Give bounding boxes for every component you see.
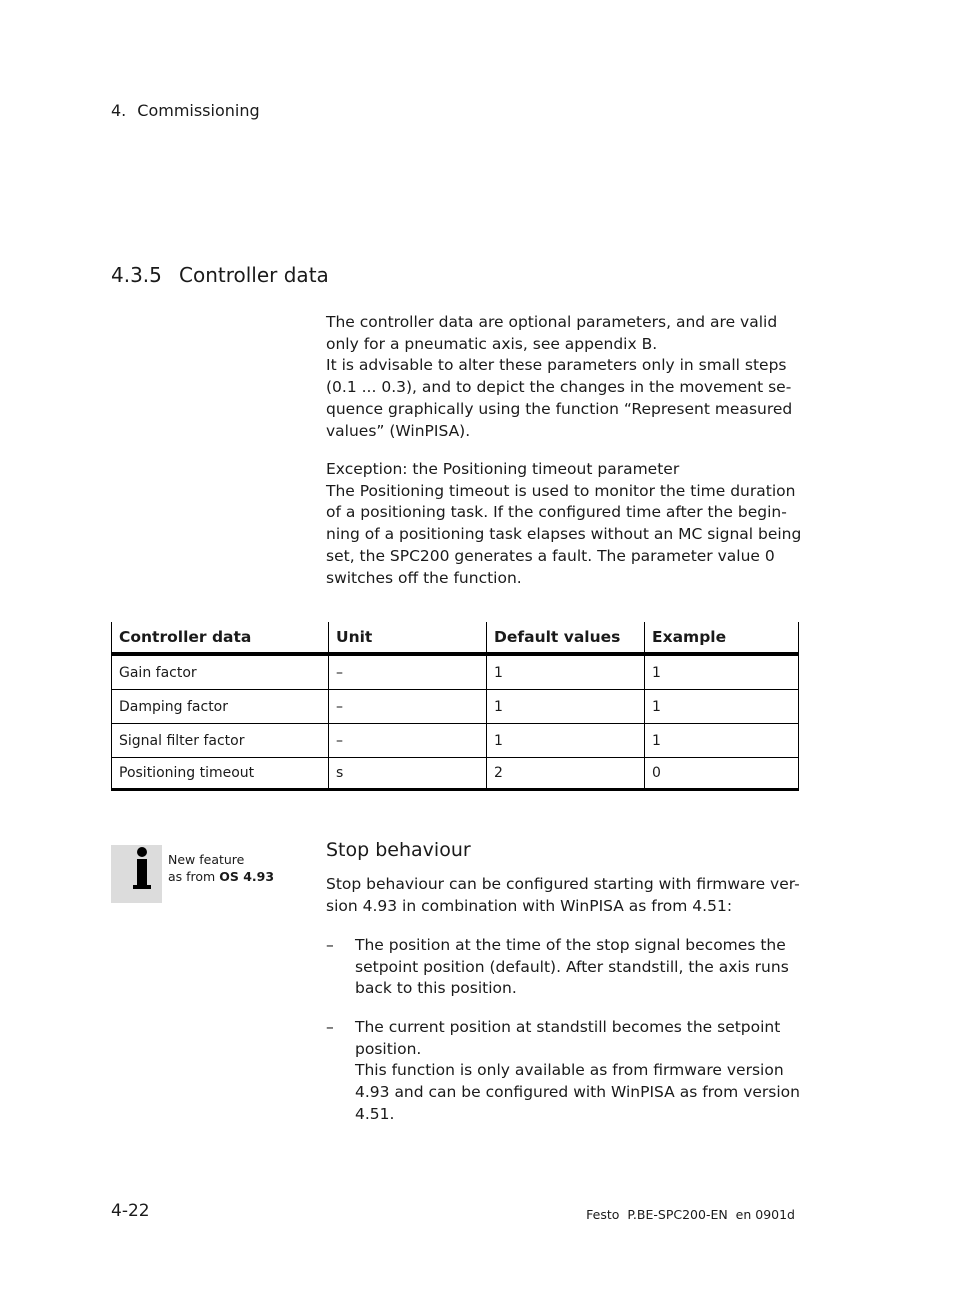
- column-header: Default values: [487, 622, 645, 654]
- chapter-header: [111, 101, 260, 120]
- note-line: New feature: [168, 852, 245, 867]
- page-number: 4-22: [111, 1201, 150, 1221]
- text-line: only for a pneumatic axis, see appendix B.: [326, 334, 658, 353]
- table-cell: Gain factor: [112, 654, 329, 690]
- table-cell: s: [329, 758, 487, 790]
- list-item: [326, 1017, 806, 1126]
- table-cell: –: [329, 690, 487, 724]
- text-line: sion 4.93 in combination with WinPISA as from 4.51:: [326, 896, 733, 915]
- table-row: [112, 654, 799, 690]
- text-line: Exception: the Positioning timeout parameter: [326, 460, 680, 478]
- column-header: Example: [645, 622, 799, 654]
- text-line: values” (WinPISA).: [326, 421, 471, 440]
- new-feature-note: [168, 851, 274, 885]
- table-cell: 1: [487, 724, 645, 758]
- column-header: Controller data: [112, 622, 329, 654]
- text-line: The controller data are optional parameters, and are valid: [326, 313, 778, 331]
- table-cell: 0: [645, 758, 799, 790]
- bullet-dash: –: [326, 1018, 334, 1036]
- text-line: set, the SPC200 generates a fault. The parameter value 0: [326, 546, 775, 565]
- text-line: 4.93 and can be configured with WinPISA as from version: [355, 1083, 800, 1102]
- stop-intro-paragraph: [326, 874, 806, 917]
- chapter-title: Commissioning: [137, 101, 260, 120]
- table-cell: 1: [645, 690, 799, 724]
- text-line: Stop behaviour can be configured starting with firmware ver-: [326, 875, 800, 893]
- section-heading: [111, 263, 329, 287]
- text-line: of a positioning task. If the configured time after the begin-: [326, 503, 787, 522]
- note-version: OS 4.93: [219, 869, 275, 884]
- table-header-row: [112, 622, 799, 654]
- section-number: 4.3.5: [111, 263, 162, 287]
- text-line: back to this position.: [355, 979, 517, 998]
- info-icon: [111, 845, 162, 903]
- text-line: 4.51.: [355, 1104, 395, 1123]
- table-row: [112, 690, 799, 724]
- table-cell: 1: [487, 690, 645, 724]
- table-cell: –: [329, 724, 487, 758]
- note-line: [168, 868, 274, 885]
- column-header: Unit: [329, 622, 487, 654]
- text-line: position.: [355, 1039, 422, 1058]
- text-line: quence graphically using the function “Represent measured: [326, 399, 793, 418]
- intro-paragraph-1: [326, 312, 806, 442]
- stop-behaviour-title: Stop behaviour: [326, 839, 471, 861]
- table-cell: –: [329, 654, 487, 690]
- list-item: [326, 935, 806, 1000]
- table-cell: 2: [487, 758, 645, 790]
- text-line: setpoint position (default). After standstill, the axis runs: [355, 957, 789, 976]
- bullet-dash: –: [326, 936, 334, 954]
- table-cell: Damping factor: [112, 690, 329, 724]
- text-line: ning of a positioning task elapses without an MC signal being: [326, 525, 802, 544]
- table-row: [112, 724, 799, 758]
- table-cell: Positioning timeout: [112, 758, 329, 790]
- intro-paragraph-2: [326, 459, 806, 589]
- text-line: (0.1 ... 0.3), and to depict the changes in the movement se-: [326, 378, 792, 397]
- table-row: [112, 758, 799, 790]
- table-cell: 1: [487, 654, 645, 690]
- document-reference: Festo P.BE-SPC200-EN en 0901d: [586, 1207, 795, 1222]
- text-line: It is advisable to alter these parameters only in small steps: [326, 356, 787, 375]
- table-cell: Signal filter factor: [112, 724, 329, 758]
- note-prefix: as from: [168, 869, 216, 884]
- table-cell: 1: [645, 724, 799, 758]
- text-line: The Positioning timeout is used to monitor the time duration: [326, 481, 796, 500]
- table-cell: 1: [645, 654, 799, 690]
- controller-data-table: [111, 622, 799, 791]
- chapter-number: 4.: [111, 101, 127, 120]
- text-line: switches off the function.: [326, 568, 522, 587]
- section-title: Controller data: [179, 263, 329, 287]
- text-line: The current position at standstill becomes the setpoint: [355, 1018, 781, 1036]
- text-line: This function is only available as from firmware version: [355, 1061, 784, 1080]
- text-line: The position at the time of the stop signal becomes the: [355, 936, 786, 954]
